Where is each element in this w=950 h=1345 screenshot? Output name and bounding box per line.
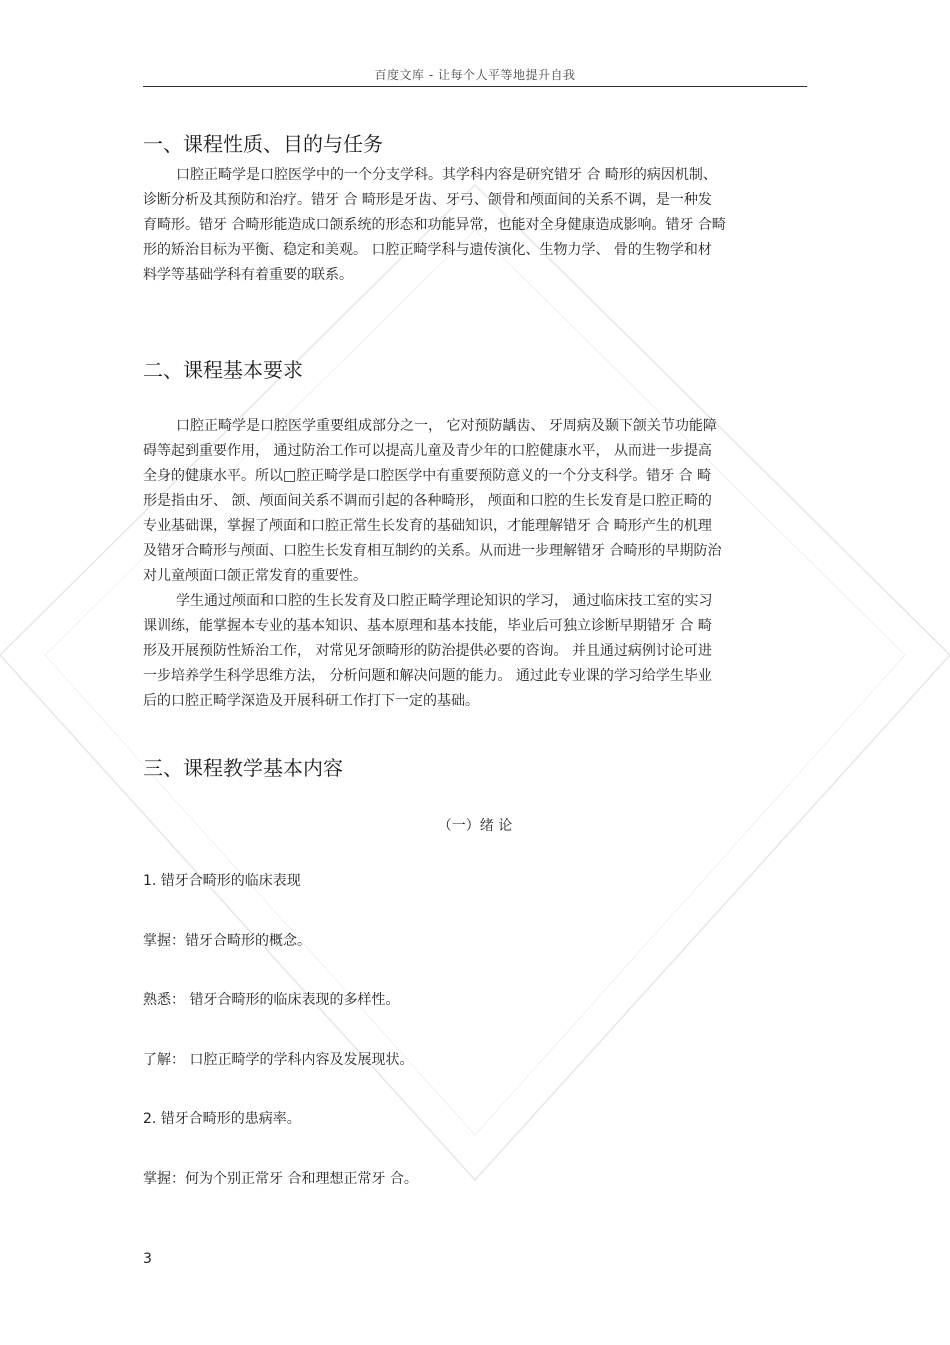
paragraph-line: 后的口腔正畸学深造及开展科研工作打下一定的基础。 — [143, 693, 479, 709]
learning-objective: 掌握：何为个别正常牙 合和理想正常牙 合。 — [143, 1171, 418, 1187]
paragraph-line: 专业基础课，掌握了颅面和口腔正常生长发育的基础知识，才能理解错牙 合 畸形产生的机理 — [143, 518, 712, 534]
section1-paragraph — [143, 163, 803, 288]
header-rule — [143, 86, 807, 87]
paragraph-line: 全身的健康水平。所以□腔正畸学是口腔医学中有重要预防意义的一个分支科学。错牙 合 畸 — [143, 468, 712, 484]
paragraph-line: 形及开展预防性矫治工作， 对常见牙颌畸形的防治提供必要的咨询。 并且通过病例讨论可进 — [143, 643, 712, 659]
learning-objective: 了解： 口腔正畸学的学科内容及发展现状。 — [143, 1052, 414, 1068]
paragraph-line: 一步培养学生科学思维方法， 分析问题和解决问题的能力。 通过此专业课的学习给学生毕业 — [143, 668, 712, 684]
paragraph-line: 对儿童颅面口颌正常发育的重要性。 — [143, 568, 367, 584]
paragraph-line: 育畸形。错牙 合畸形能造成口颌系统的形态和功能异常，也能对全身健康造成影响。错牙 合畸 — [143, 217, 726, 233]
page-header: 百度文库 - 让每个人平等地提升自我 — [374, 68, 576, 82]
paragraph-line: 诊断分析及其预防和治疗。错牙 合 畸形是牙齿、牙弓、颌骨和颅面间的关系不调，是一种发 — [143, 192, 712, 208]
paragraph-line: 口腔正畸学是口腔医学中的一个分支学科。其学科内容是研究错牙 合 畸形的病因机制、 — [176, 167, 717, 183]
numbered-topic: 2. 错牙合畸形的患病率。 — [143, 1111, 301, 1127]
paragraph-line: 形的矫治目标为平衡、稳定和美观。 口腔正畸学科与遗传演化、生物力学、 骨的生物学和材 — [143, 242, 712, 258]
paragraph-line: 学生通过颅面和口腔的生长发育及口腔正畸学理论知识的学习， 通过临床技工室的实习 — [176, 593, 713, 609]
paragraph-line: 形是指由牙、 颌、颅面间关系不调而引起的各种畸形， 颅面和口腔的生长发育是口腔正畸的 — [143, 493, 712, 509]
section-heading-2: 二、课程基本要求 — [143, 358, 303, 382]
subsection-title: （一）绪 论 — [437, 818, 513, 834]
paragraph-line: 口腔正畸学是口腔医学重要组成部分之一， 它对预防龋齿、 牙周病及颞下颌关节功能障 — [176, 418, 717, 434]
learning-objective: 熟悉： 错牙合畸形的临床表现的多样性。 — [143, 992, 400, 1008]
numbered-topic: 1. 错牙合畸形的临床表现 — [143, 873, 301, 889]
paragraph-line: 课训练，能掌握本专业的基本知识、基本原理和基本技能，毕业后可独立诊断早期错牙 合 畸 — [143, 618, 712, 634]
section-heading-1: 一、课程性质、目的与任务 — [143, 132, 383, 156]
section-heading-3: 三、课程教学基本内容 — [143, 756, 343, 780]
page-number: 3 — [143, 1251, 152, 1267]
paragraph-line: 碍等起到重要作用， 通过防治工作可以提高儿童及青少年的口腔健康水平， 从而进一步提高 — [143, 443, 712, 459]
paragraph-line: 料学等基础学科有着重要的联系。 — [143, 267, 353, 283]
paragraph-line: 及错牙合畸形与颅面、口腔生长发育相互制约的关系。从而进一步理解错牙 合畸形的早期防治 — [143, 543, 722, 559]
learning-objective: 掌握：错牙合畸形的概念。 — [143, 933, 311, 949]
section2-paragraph — [143, 414, 803, 714]
